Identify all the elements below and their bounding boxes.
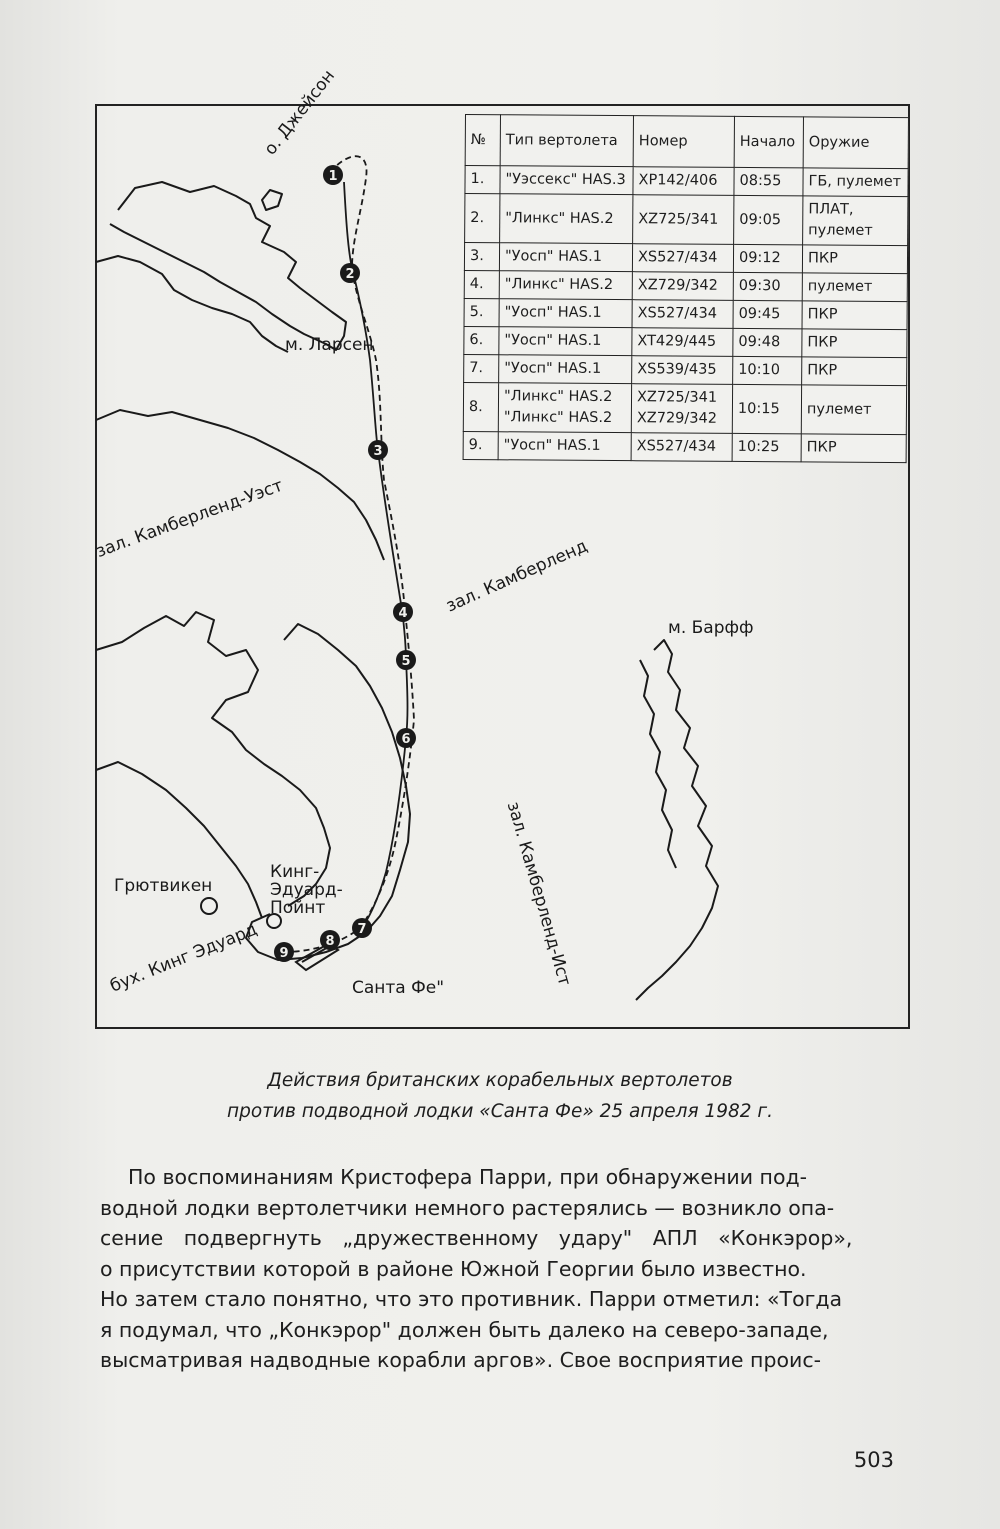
waypoint-1 [323, 165, 343, 185]
cell-number: XZ725/341 [633, 195, 734, 245]
table-row [465, 166, 908, 197]
cell-start: 09:45 [733, 300, 802, 328]
cell-no: 4. [464, 270, 499, 298]
cell-start: 09:05 [734, 195, 803, 244]
cell-type: "Уосп" HAS.1 [498, 432, 631, 461]
waypoint-label: 1 [328, 169, 338, 184]
cell-no: 6. [464, 326, 499, 354]
cell-type: "Уосп" HAS.1 [499, 243, 632, 272]
page-number: 503 [853, 1448, 894, 1472]
cell-type: "Уосп" HAS.1 [499, 327, 632, 356]
table-body [463, 166, 908, 463]
cell-type: "Линкс" HAS.2 [499, 271, 632, 300]
waypoint-5 [396, 650, 416, 670]
header-no: № [465, 115, 500, 166]
cell-no: 7. [464, 354, 499, 382]
label-cumberland: зал. Камберленд [443, 536, 591, 617]
waypoint-7 [352, 918, 372, 938]
cell-start: 08:55 [734, 167, 803, 195]
table-row [464, 354, 907, 385]
label-jason-island: о. Джейсон [260, 66, 340, 160]
cell-number: XZ729/342 [632, 272, 733, 301]
cell-no: 1. [465, 166, 500, 194]
cell-weapon: ПКР [802, 301, 907, 330]
body-line: высматривая надводные корабли аргов». Свое восприятие проис- [100, 1348, 821, 1372]
cell-number: XS527/434 [631, 433, 732, 462]
grytviken-marker [201, 898, 217, 914]
body-line: водной лодки вертолетчики немного растерялись — возникло опа- [100, 1195, 835, 1220]
cell-weapon: ПКР [802, 357, 907, 386]
label-kep-line2: Эдуард- [270, 880, 343, 900]
table-row [464, 270, 907, 301]
cell-weapon: ПКР [802, 245, 907, 274]
cell-type: "Линкс" HAS.2 [500, 194, 633, 244]
cell-number: XT429/445 [632, 328, 733, 357]
label-grytviken: Грютвикен [114, 876, 213, 896]
body-line: сение подвергнуть „дружественному удару" АПЛ «Конкэрор», [100, 1226, 853, 1250]
cell-start: 09:12 [733, 244, 802, 272]
label-larsen: м. Ларсен [285, 335, 374, 355]
body-line: о присутствии которой в районе Южной Георгии было известно. [100, 1256, 807, 1281]
waypoint-label: 9 [279, 946, 289, 961]
table-row [464, 243, 907, 274]
waypoint-label: 8 [325, 934, 335, 949]
cell-type: "Уосп" HAS.1 [499, 299, 632, 328]
waypoint-label: 2 [345, 267, 355, 282]
waypoint-label: 6 [401, 732, 411, 747]
waypoint-label: 3 [373, 444, 383, 459]
cell-weapon: ГБ, пулемет [803, 168, 908, 197]
cell-number: XZ725/341 XZ729/342 [631, 384, 732, 434]
label-kep-line1: Кинг- [270, 862, 320, 882]
header-start: Начало [734, 116, 803, 167]
header-number: Номер [633, 116, 734, 168]
figure-caption-line2: против подводной лодки «Санта Фе» 25 апреля 1982 г. [226, 1101, 774, 1122]
cell-start: 09:48 [733, 328, 802, 356]
figure-caption-line1: Действия британских корабельных вертолетов [267, 1070, 733, 1091]
cell-weapon: пулемет [802, 273, 907, 302]
table-row [463, 431, 906, 462]
cell-no: 3. [464, 243, 499, 271]
cell-weapon: ПЛАТ, пулемет [803, 196, 908, 246]
waypoint-4 [393, 602, 413, 622]
cell-start: 10:10 [733, 356, 802, 384]
waypoint-6 [396, 728, 416, 748]
cell-type: "Уэссекс" HAS.3 [500, 166, 633, 195]
waypoint-label: 4 [398, 606, 408, 621]
cell-start: 09:30 [733, 272, 802, 300]
cell-number: XP142/406 [633, 167, 734, 196]
body-line: я подумал, что „Конкэрор" должен быть далеко на северо-западе, [100, 1317, 829, 1342]
table-row [465, 194, 908, 246]
label-cumberland-east: зал. Камберленд-Ист [502, 799, 575, 989]
label-santa-fe: Санта Фе" [352, 978, 445, 998]
table-row [463, 382, 906, 434]
body-line: Но затем стало понятно, что это противник. Парри отметил: «Тогда [100, 1287, 843, 1311]
label-barff: м. Барфф [668, 618, 754, 638]
table-row [464, 298, 907, 329]
table-header-row [465, 115, 908, 169]
cell-no: 2. [465, 194, 500, 243]
helicopter-table [463, 114, 909, 463]
jason-island-coast [262, 190, 282, 210]
table-row [464, 326, 907, 357]
waypoint-label: 5 [401, 654, 411, 669]
cell-no: 5. [464, 298, 499, 326]
cell-weapon: ПКР [801, 434, 906, 463]
cell-number: XS527/434 [632, 244, 733, 273]
barff-inner-coast [640, 660, 676, 868]
cell-start: 10:25 [732, 433, 801, 461]
waypoint-8 [320, 930, 340, 950]
waypoint-2 [340, 263, 360, 283]
cell-type: "Линкс" HAS.2 "Линкс" HAS.2 [498, 383, 631, 433]
cell-weapon: ПКР [802, 329, 907, 358]
barff-coast [636, 640, 718, 1000]
cell-no: 9. [463, 431, 498, 459]
cell-no: 8. [463, 382, 498, 431]
cell-number: XS527/434 [632, 300, 733, 329]
cell-weapon: пулемет [801, 385, 906, 435]
label-cumberland-west: зал. Камберленд-Уэст [93, 475, 286, 562]
body-line: По воспоминаниям Кристофера Парри, при обнаружении под- [128, 1165, 808, 1189]
cell-type: "Уосп" HAS.1 [499, 355, 632, 384]
waypoint-9 [274, 942, 294, 962]
header-weapon: Оружие [803, 117, 908, 169]
label-kep-line3: Пойнт [270, 898, 326, 918]
waypoint-label: 7 [357, 922, 367, 937]
cell-start: 10:15 [732, 384, 801, 433]
waypoint-3 [368, 440, 388, 460]
body-paragraph [100, 1162, 900, 1376]
header-type: Тип вертолета [500, 115, 633, 167]
label-king-edward-cove: бух. Кинг Эдуард [107, 919, 260, 997]
cell-number: XS539/435 [632, 356, 733, 385]
